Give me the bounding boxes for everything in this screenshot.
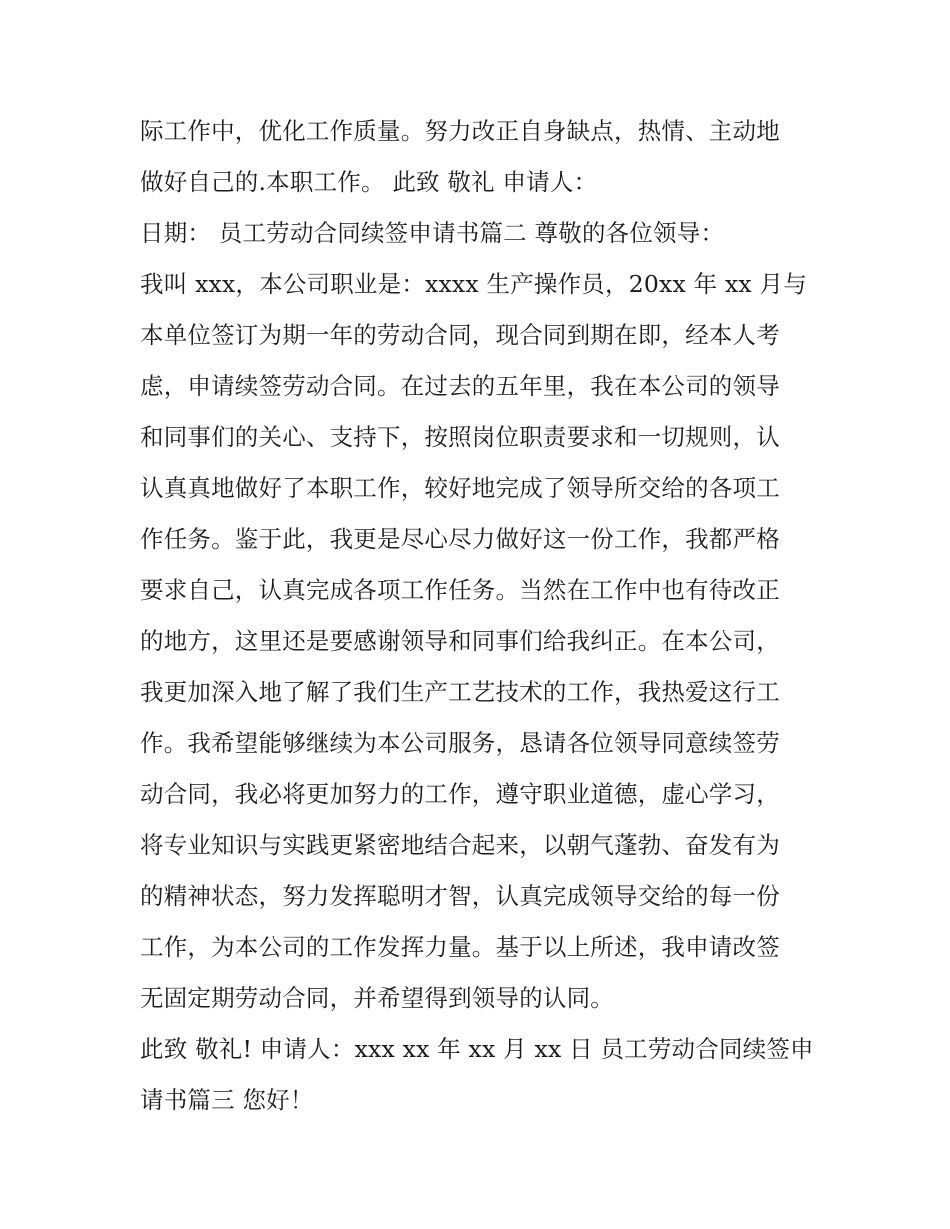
text-line: 工作，为本公司的工作发挥力量。基于以上所述，我申请改签 <box>140 933 780 961</box>
text-line: 我叫 xxx，本公司职业是：xxxx 生产操作员，20xx 年 xx 月与 <box>140 270 807 298</box>
text-line: 认真真地做好了本职工作，较好地完成了领导所交给的各项工 <box>140 474 780 502</box>
text-line: 将专业知识与实践更紧密地结合起来，以朝气蓬勃、奋发有为 <box>140 831 780 859</box>
text-line: 动合同，我必将更加努力的工作，遵守职业道德，虚心学习， <box>140 780 780 808</box>
text-line: 此致 敬礼! 申请人：xxx xx 年 xx 月 xx 日 员工劳动合同续签申 <box>140 1035 814 1063</box>
text-line: 要求自己，认真完成各项工作任务。当然在工作中也有待改正 <box>140 576 780 604</box>
text-line: 作。我希望能够继续为本公司服务，恳请各位领导同意续签劳 <box>140 729 780 757</box>
text-line: 做好自己的.本职工作。 此致 敬礼 申请人： <box>140 168 598 196</box>
text-line: 虑，申请续签劳动合同。在过去的五年里，我在本公司的领导 <box>140 372 780 400</box>
text-line: 和同事们的关心、支持下，按照岗位职责要求和一切规则，认 <box>140 423 780 451</box>
text-line: 本单位签订为期一年的劳动合同，现合同到期在即，经本人考 <box>140 321 780 349</box>
text-line: 无固定期劳动合同，并希望得到领导的认同。 <box>140 984 614 1012</box>
document-body <box>140 106 830 1126</box>
text-line: 际工作中，优化工作质量。努力改正自身缺点，热情、主动地 <box>140 117 780 145</box>
text-line: 我更加深入地了解了我们生产工艺技术的工作，我热爱这行工 <box>140 678 780 706</box>
text-line: 的地方，这里还是要感谢领导和同事们给我纠正。在本公司， <box>140 627 780 655</box>
text-line: 的精神状态，努力发挥聪明才智，认真完成领导交给的每一份 <box>140 882 780 910</box>
text-line: 请书篇三 您好！ <box>140 1086 314 1114</box>
text-line: 作任务。鉴于此，我更是尽心尽力做好这一份工作，我都严格 <box>140 525 780 553</box>
text-line: 日期： 员工劳动合同续签申请书篇二 尊敬的各位领导： <box>140 219 725 247</box>
